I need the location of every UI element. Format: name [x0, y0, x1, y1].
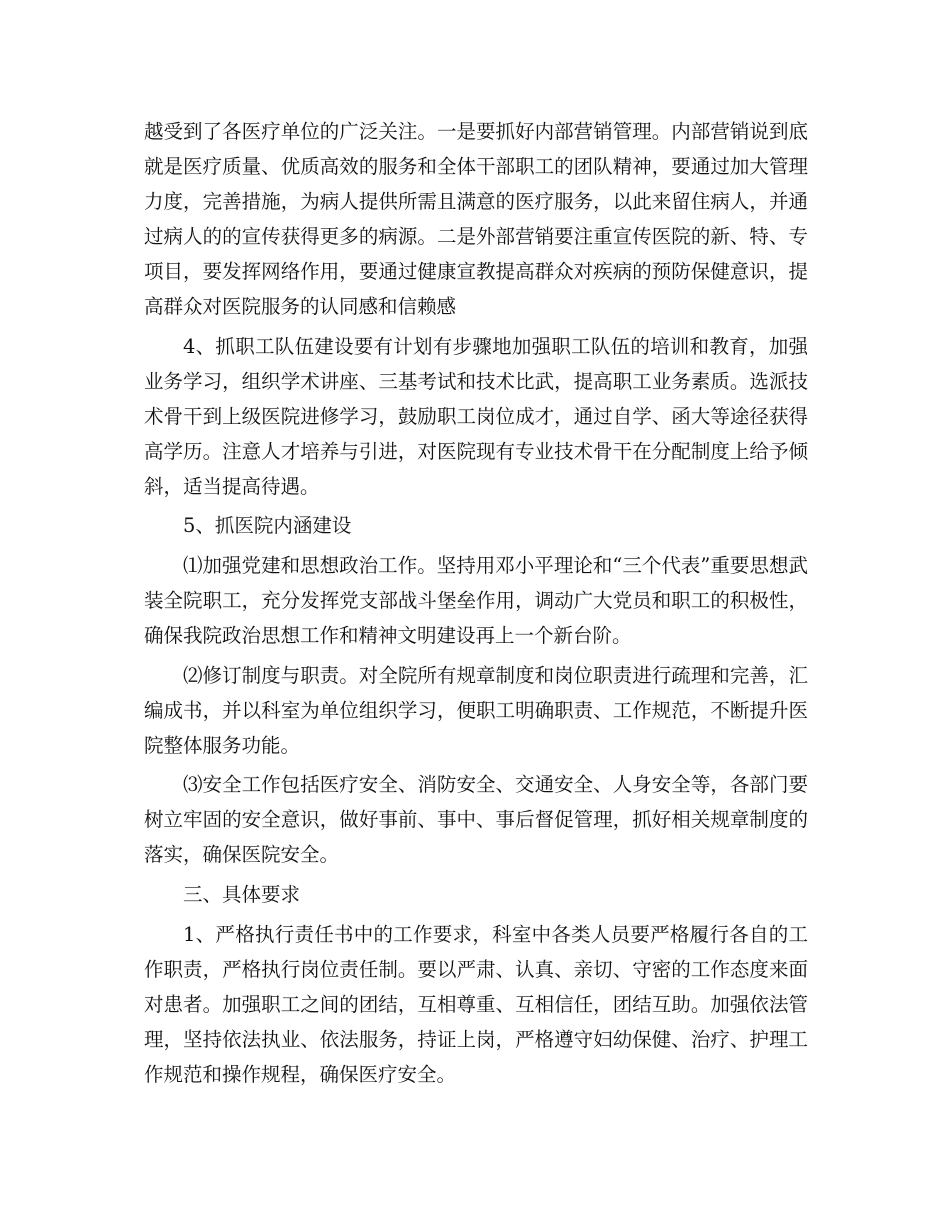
paragraph-item-5-heading: 5、抓医院内涵建设 — [183, 514, 352, 538]
paragraph-continuation: 越受到了各医疗单位的广泛关注。一是要抓好内部营销管理。内部营销说到底就是医疗质量、优质高效的服务和全体干部职工的团队精神，要通过加大管理力度，完善措施，为病人提供所需且满意的医疗服务，以此来留住病人，并通过病人的的宣传获得更多的病源。二是外部营销要注重宣传医院的新、特、专项目，要发挥网络作用，要通过健康宣教提高群众对疾病的预防保健意识，提高群众对医院服务的认同感和信赖感 — [144, 120, 808, 318]
paragraph-requirement-1: 1、严格执行责任书中的工作要求，科室中各类人员要严格履行各自的工作职责，严格执行岗位责任制。要以严肃、认真、亲切、守密的工作态度来面对患者。加强职工之间的团结，互相尊重、互相信任，团结互助。加强依法管理，坚持依法执业、依法服务，持证上岗，严格遵守妇幼保健、治疗、护理工作规范和操作规程，确保医疗安全。 — [144, 922, 808, 1086]
paragraph-subitem-2: ⑵修订制度与职责。对全院所有规章制度和岗位职责进行疏理和完善，汇编成书，并以科室为单位组织学习，便职工明确职责、工作规范，不断提升医院整体服务功能。 — [144, 663, 808, 757]
section-heading-requirements: 三、具体要求 — [183, 883, 301, 907]
paragraph-item-4: 4、抓职工队伍建设要有计划有步骤地加强职工队伍的培训和教育，加强业务学习，组织学术讲座、三基考试和技术比武，提高职工业务素质。选派技术骨干到上级医院进修学习，鼓励职工岗位成才，通过自学、函大等途径获得高学历。注意人才培养与引进，对医院现有专业技术骨干在分配制度上给予倾斜，适当提高待遇。 — [144, 334, 808, 498]
paragraph-subitem-1: ⑴加强党建和思想政治工作。坚持用邓小平理论和“三个代表”重要思想武装全院职工，充分发挥党支部战斗堡垒作用，调动广大党员和职工的积极性，确保我院政治思想工作和精神文明建设再上一个新台阶。 — [144, 554, 808, 648]
paragraph-subitem-3: ⑶安全工作包括医疗安全、消防安全、交通安全、人身安全等，各部门要树立牢固的安全意识，做好事前、事中、事后督促管理，抓好相关规章制度的落实，确保医院安全。 — [144, 773, 808, 867]
document-body — [144, 114, 808, 1097]
